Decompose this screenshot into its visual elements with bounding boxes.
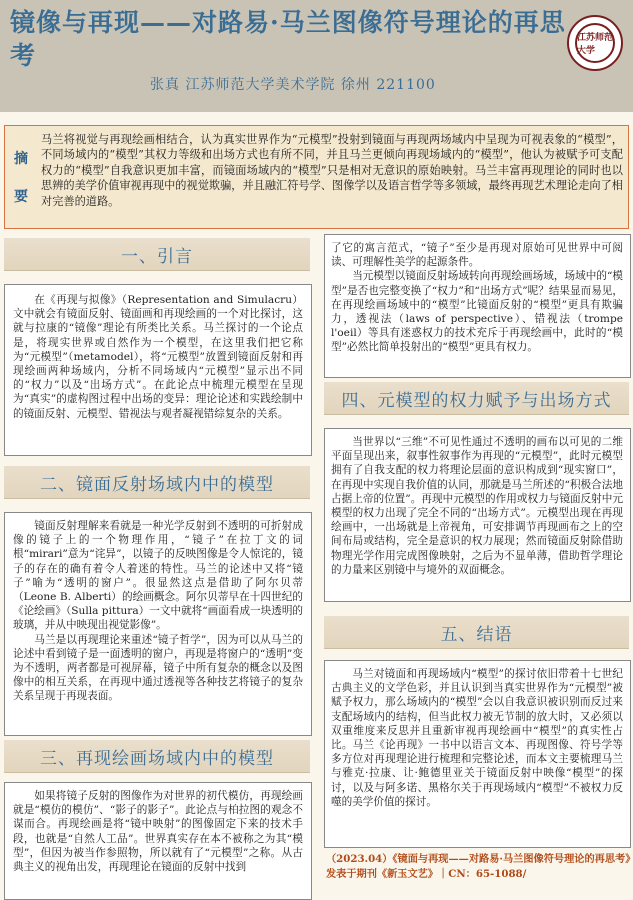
section-heading-power: 四、元模型的权力赋予与出场方式 (324, 382, 629, 415)
paragraph-painting: 如果将镜子反射的图像作为对世界的初代模仿，再现绘画就是“模仿的模仿”、“影子的影子”。此论点与柏拉图的观念不谋而合。再现绘画是将“镜中映射”的图像固定下来的技术手段，也就是“自然人工品”。世界真实存在本不被称之为其“模型”，但因为被当作参照物，所以就有了“元模型”之称。从古典主义的视角出发，再现理论在镜面的反射中找到 (13, 790, 303, 874)
logo-text: 江苏师范大学 (575, 23, 615, 63)
author-line: 张真 江苏师范大学美术学院 徐州 221100 (150, 77, 436, 93)
power-box (324, 428, 631, 602)
abstract-text: 马兰将视觉与再现绘画相结合，认为真实世界作为“元模型”投射到镜面与再现两场域内中呈现为可视表象的“模型”，不同场域内的“模型”其权力等级和出场方式也有所不同，并且马兰更倾向再现场域内的“模型”，他认为被赋予可支配权力的“模型”自我意识更加丰富，而镜面场域内的“模型”只是相对无意识的原始映射。马兰丰富再现理论的同时也以思辨的美学价值审视再现中的视觉欺骗，并且融汇符号学、图像学以及语言哲学等多领域，最终再现艺术理论走向了相对完善的道路。 (41, 133, 623, 208)
painting-box (4, 782, 312, 900)
abstract-label (13, 140, 29, 216)
paragraph-power: 当世界以“三维”不可见性通过不透明的画布以可见的二维平面呈现出来，叙事性叙事作为再现的“元模型”，此时元模型拥有了自我支配的权力将理论层面的意识构成到“现实窗口”，在再现中实现自我价值的认同，那就是马兰所述的“积极合法地占据上帝的位置”。再现中元模型的作用或权力与镜面反射中元模型的权力出现了完全不同的“出场方式”。元模型出现在再现绘画中，一出场就是上帝视角，可安排调节再现画布之上的空间布局或结构，完全是意识的权力展现；然而镜面反射除借助物理光学作用完成图像映射，之后为不显单薄，借助哲学理论的力量来区别镜中与境外的双面概念。 (331, 436, 623, 576)
section-heading-mirror: 二、镜面反射场域内中的模型 (4, 466, 310, 499)
conclusion-box (324, 660, 631, 848)
painting-box-continued (324, 234, 631, 378)
section-heading-painting: 三、再现绘画场域内中的模型 (4, 740, 310, 773)
university-logo (567, 15, 623, 71)
abstract-label-char-2: 要 (14, 189, 28, 205)
abstract-box (4, 125, 629, 229)
header (0, 0, 633, 112)
paragraph-painting-continued: 了它的寓言范式，“镜子”至少是再现对原始可见世界中可阅读、可理解性美学的起源条件。 当元模型以镜面反射场域转向再现绘画场域，场域中的“模型”是否也完整变换了“权力”和“出场方式”呢？结果显而易见，在再现绘画场域中的“模型”比镜面反射的“模型”更具有欺骗力，透视法（laws of perspective）、错视法（trompe l'oeil）等具有迷惑权力的技术充斥于再现绘画中，此时的“模型”必然比简单投射出的“模型”更具有权力。 (331, 242, 623, 354)
mirror-box (4, 512, 312, 736)
section-heading-conclusion: 五、结语 (324, 616, 629, 649)
publication-note: （2023.04）《镜面与再现——对路易·马兰图像符号理论的再思考》发表于期刊《新玉文艺》｜CN：65-1088/ (326, 853, 631, 880)
section-heading-intro: 一、引言 (4, 238, 310, 271)
paragraph-intro: 在《再现与拟像》（Representation and Simulacru）文中就会有镜面反射、镜面画和再现绘画的一个对比探讨，这就与拉康的“镜像”理论有所类比关系。马兰探讨的一个论点是，将现实世界或自然作为一个模型，在这里我们把它称为“元模型”（metamodel），将“元模型”放置到镜面反射和再现绘画两种场域内，分析不同场域内“元模型”显示出不同的“权力”以及“出场方式”。在此论点中梳理元模型在呈现为“真实”的虚构图过程中出场的变异：理论论述和实践绘制中的镜面反射、元模型、错视法与观者凝视错综复杂的关系。 (13, 294, 303, 420)
page-title: 镜像与再现——对路易·马兰图像符号理论的再思考 (10, 8, 566, 70)
paragraph-mirror: 镜面反射理解来看就是一种光学反射到不透明的可折射成像的镜子上的一个物理作用，“镜子”在拉丁文的词根“mirari”意为“诧异”，以镜子的反映图像是令人惊诧的，镜子的存在的确有着令人着迷的特性。马兰的论述中又将“镜子”喻为“透明的窗户”。很显然这点是借助了阿尔贝蒂（Leone B. Alberti）的绘画概念。阿尔贝蒂早在十四世纪的《论绘画》（Sulla pittura）一文中就将“画面看成一块透明的玻璃，并从中映现出视觉影像”。 马兰是以再现理论来重述“镜子哲学”，因为可以从马兰的论述中看到镜子是一面透明的窗户，再现是将窗户的“透明”变为不透明，两者都是可视屏幕，镜子中所有复杂的概念以及图像中的相互关系，在再现中通过透视等各种技艺将镜子的复杂关系呈现于再现表面。 (13, 520, 304, 703)
abstract-label-char-1: 摘 (14, 151, 28, 167)
paragraph-conclusion: 马兰对镜面和再现场域内“模型”的探讨依旧带着十七世纪古典主义的文学色彩，并且认识到当真实世界作为“元模型”被赋予权力，那么场域内的“模型”会以自我意识被识别而反过来支配场域内的结构，但当此权力被无节制的放大时，又必须以双重维度来反思并且重新审视再现绘画中“模型”的真实性占比。马兰《论再现》一书中以语言文本、再现图像、符号学等多方位对再现理论进行梳理和完整论述，而本文主要梳理马兰与雅克·拉康、让·鲍德里亚关于镜面反射中映像“模型”的探讨，以及与阿多诺、黑格尔关于再现场域内“模型”不被权力反噬的美学价值的探讨。 (331, 668, 623, 808)
intro-box (4, 284, 312, 456)
